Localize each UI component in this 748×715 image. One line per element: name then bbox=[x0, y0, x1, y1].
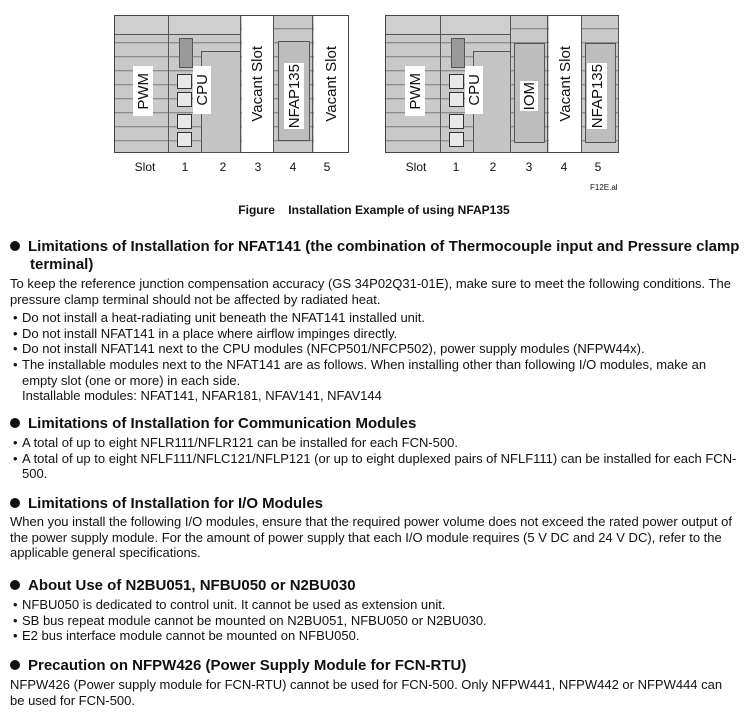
section-communication-modules bbox=[10, 415, 740, 482]
pwm-label: PWM bbox=[133, 66, 153, 116]
slot-number: 4 bbox=[289, 160, 297, 174]
list-item: • Do not install NFAT141 in a place where airflow impinges directly. bbox=[10, 326, 740, 342]
figure-reference: F12E.al bbox=[590, 183, 618, 192]
section-io-modules bbox=[10, 495, 740, 561]
section-paragraph: NFPW426 (Power supply module for FCN-RTU) cannot be used for FCN-500. Only NFPW441, NFPW442 or NFPW444 can be used for FCN-500. bbox=[10, 677, 723, 708]
section-heading: Limitations of Installation for I/O Modules bbox=[10, 495, 740, 513]
rack-diagram-left bbox=[114, 15, 349, 153]
list-item: • SB bus repeat module cannot be mounted on N2BU051, NFBU050 or N2BU030. bbox=[10, 613, 740, 629]
figure-caption: Figure Installation Example of using NFAP135 bbox=[238, 203, 510, 217]
list-item: • A total of up to eight NFLF111/NFLC121/NFLP121 (or up to eight duplexed pairs of NFLF111) can be installed for each FCN-500. bbox=[10, 451, 740, 482]
pwm-label: PWM bbox=[405, 66, 425, 116]
slot-number: 2 bbox=[489, 160, 497, 174]
section-heading: Limitations of Installation for NFAT141 (the combination of Thermocouple input and Pressure clamp terminal) bbox=[10, 238, 740, 274]
bullet-icon bbox=[10, 580, 20, 590]
section-heading: Precaution on NFPW426 (Power Supply Module for FCN-RTU) bbox=[10, 657, 740, 675]
rack-diagram-right bbox=[385, 15, 619, 153]
section-heading: About Use of N2BU051, NFBU050 or N2BU030 bbox=[10, 577, 740, 595]
list-item: • Do not install NFAT141 next to the CPU modules (NFCP501/NFCP502), power supply modules (NFPW44x). bbox=[10, 341, 740, 357]
slot-number: 3 bbox=[525, 160, 533, 174]
section-heading: Limitations of Installation for Communication Modules bbox=[10, 415, 740, 433]
cpu-label: CPU bbox=[465, 66, 483, 114]
slot-label: Slot bbox=[134, 160, 156, 174]
section-paragraph: When you install the following I/O modules, ensure that the required power volume does not exceed the rated power output of the power supply module. For the amount of power supply that each I/O module requires (5 V DC and 24 V DC), refer to the applicable general specifications. bbox=[10, 514, 732, 561]
slot-label: Vacant Slot bbox=[322, 46, 340, 122]
iom-label: IOM bbox=[520, 81, 538, 111]
slot3-vacant bbox=[242, 16, 273, 152]
section-nfat141 bbox=[10, 238, 740, 404]
bullet-icon bbox=[10, 418, 20, 428]
slot-label: Vacant Slot bbox=[556, 46, 574, 122]
list-item: • A total of up to eight NFLR111/NFLR121 can be installed for each FCN-500. bbox=[10, 435, 740, 451]
nfap135-label: NFAP135 bbox=[285, 63, 303, 129]
slot-label: Vacant Slot bbox=[249, 46, 266, 122]
slot4-vacant bbox=[549, 16, 581, 152]
slot5-vacant bbox=[314, 16, 348, 152]
section-nfpw426 bbox=[10, 657, 740, 708]
nfap135-label: NFAP135 bbox=[588, 63, 606, 129]
bullet-icon bbox=[10, 498, 20, 508]
slot-number: 5 bbox=[594, 160, 602, 174]
list-item: • The installable modules next to the NFAT141 are as follows. When installing other than following I/O modules, make an empty slot (one or more) in each side. bbox=[10, 357, 740, 388]
slot-number: 2 bbox=[219, 160, 227, 174]
section-paragraph: To keep the reference junction compensation accuracy (GS 34P02Q31-01E), make sure to meet the following conditions. The pressure clamp terminal should not be affected by radiated heat. bbox=[10, 276, 731, 307]
list-item: • Do not install a heat-radiating unit beneath the NFAT141 installed unit. bbox=[10, 310, 740, 326]
slot-number: 5 bbox=[323, 160, 331, 174]
list-item: • NFBU050 is dedicated to control unit. It cannot be used as extension unit. bbox=[10, 597, 740, 613]
bullet-icon bbox=[10, 660, 20, 670]
list-item: • E2 bus interface module cannot be mounted on NFBU050. bbox=[10, 628, 740, 644]
slot-number: 3 bbox=[254, 160, 262, 174]
bullet-icon bbox=[10, 241, 20, 251]
cpu-label: CPU bbox=[193, 66, 211, 114]
slot-number: 1 bbox=[452, 160, 460, 174]
slot-label: Slot bbox=[405, 160, 427, 174]
section-bus-units bbox=[10, 577, 740, 644]
installable-modules-note: Installable modules: NFAT141, NFAR181, NFAV141, NFAV144 bbox=[22, 388, 382, 404]
slot-number: 1 bbox=[181, 160, 189, 174]
slot-number: 4 bbox=[560, 160, 568, 174]
